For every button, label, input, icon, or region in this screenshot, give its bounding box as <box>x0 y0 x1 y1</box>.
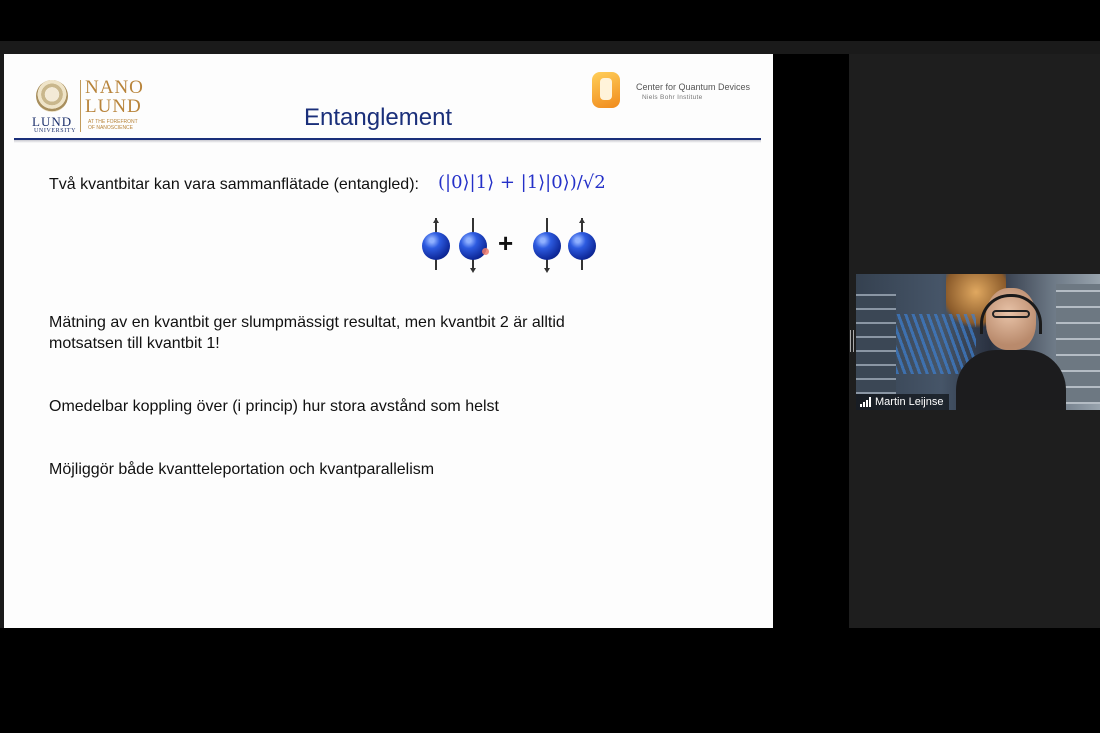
bullet-1: Två kvantbitar kan vara sammanflätade (entangled): <box>49 176 419 193</box>
slide-title: Entanglement <box>304 104 453 131</box>
spin-down-arrow-icon <box>544 268 550 273</box>
spin-ball-icon <box>459 232 487 260</box>
participant-video-tile[interactable] <box>856 274 1100 410</box>
bullet-2-line-2: motsatsen till kvantbit 1! <box>49 335 220 352</box>
spin-ball-icon <box>568 232 596 260</box>
qdev-mark-icon <box>592 72 620 108</box>
qdev-logo <box>592 72 762 112</box>
lund-seal-icon <box>36 80 68 112</box>
qdev-subtitle: Niels Bohr Institute <box>642 94 703 101</box>
spin-up-arrow-icon <box>579 218 585 223</box>
layout-gap <box>773 54 849 628</box>
spin-down-arrow-icon <box>470 268 476 273</box>
spin-ball-icon <box>422 232 450 260</box>
qdev-name: Center for Quantum Devices <box>636 82 751 92</box>
spin-up-arrow-icon <box>433 218 439 223</box>
signal-strength-icon <box>860 397 871 407</box>
nano-lund-text: LUND <box>85 96 142 117</box>
lund-university-text: UNIVERSITY <box>34 128 76 134</box>
shared-slide <box>4 54 773 628</box>
pointer-cursor <box>482 248 489 255</box>
logo-divider <box>80 80 81 132</box>
bullet-4: Möjliggör både kvantteleportation och kvantparallelism <box>49 461 435 478</box>
spin-illustration <box>418 218 598 274</box>
participant-name-label <box>856 394 949 410</box>
nano-text: NANO <box>85 77 144 98</box>
nano-tagline: AT THE FOREFRONT OF NANOSCIENCE <box>88 119 138 131</box>
top-bar <box>0 0 1100 41</box>
resize-handle[interactable] <box>850 330 854 352</box>
spin-ball-icon <box>533 232 561 260</box>
plus-sign: + <box>498 228 514 258</box>
lund-logo-text: LUND <box>32 114 73 129</box>
title-rule-shadow <box>14 140 761 143</box>
bottom-bar <box>0 628 1100 733</box>
bullet-3: Omedelbar koppling över (i princip) hur stora avstånd som helst <box>49 398 499 415</box>
nanolund-logo <box>32 78 152 134</box>
participant-name: Martin Leijnse <box>875 396 944 408</box>
bullet-2-line-1: Mätning av en kvantbit ger slumpmässigt resultat, men kvantbit 2 är alltid <box>49 314 565 331</box>
entanglement-formula: (|0⟩|1⟩ + |1⟩|0⟩)/√2 <box>438 172 606 193</box>
